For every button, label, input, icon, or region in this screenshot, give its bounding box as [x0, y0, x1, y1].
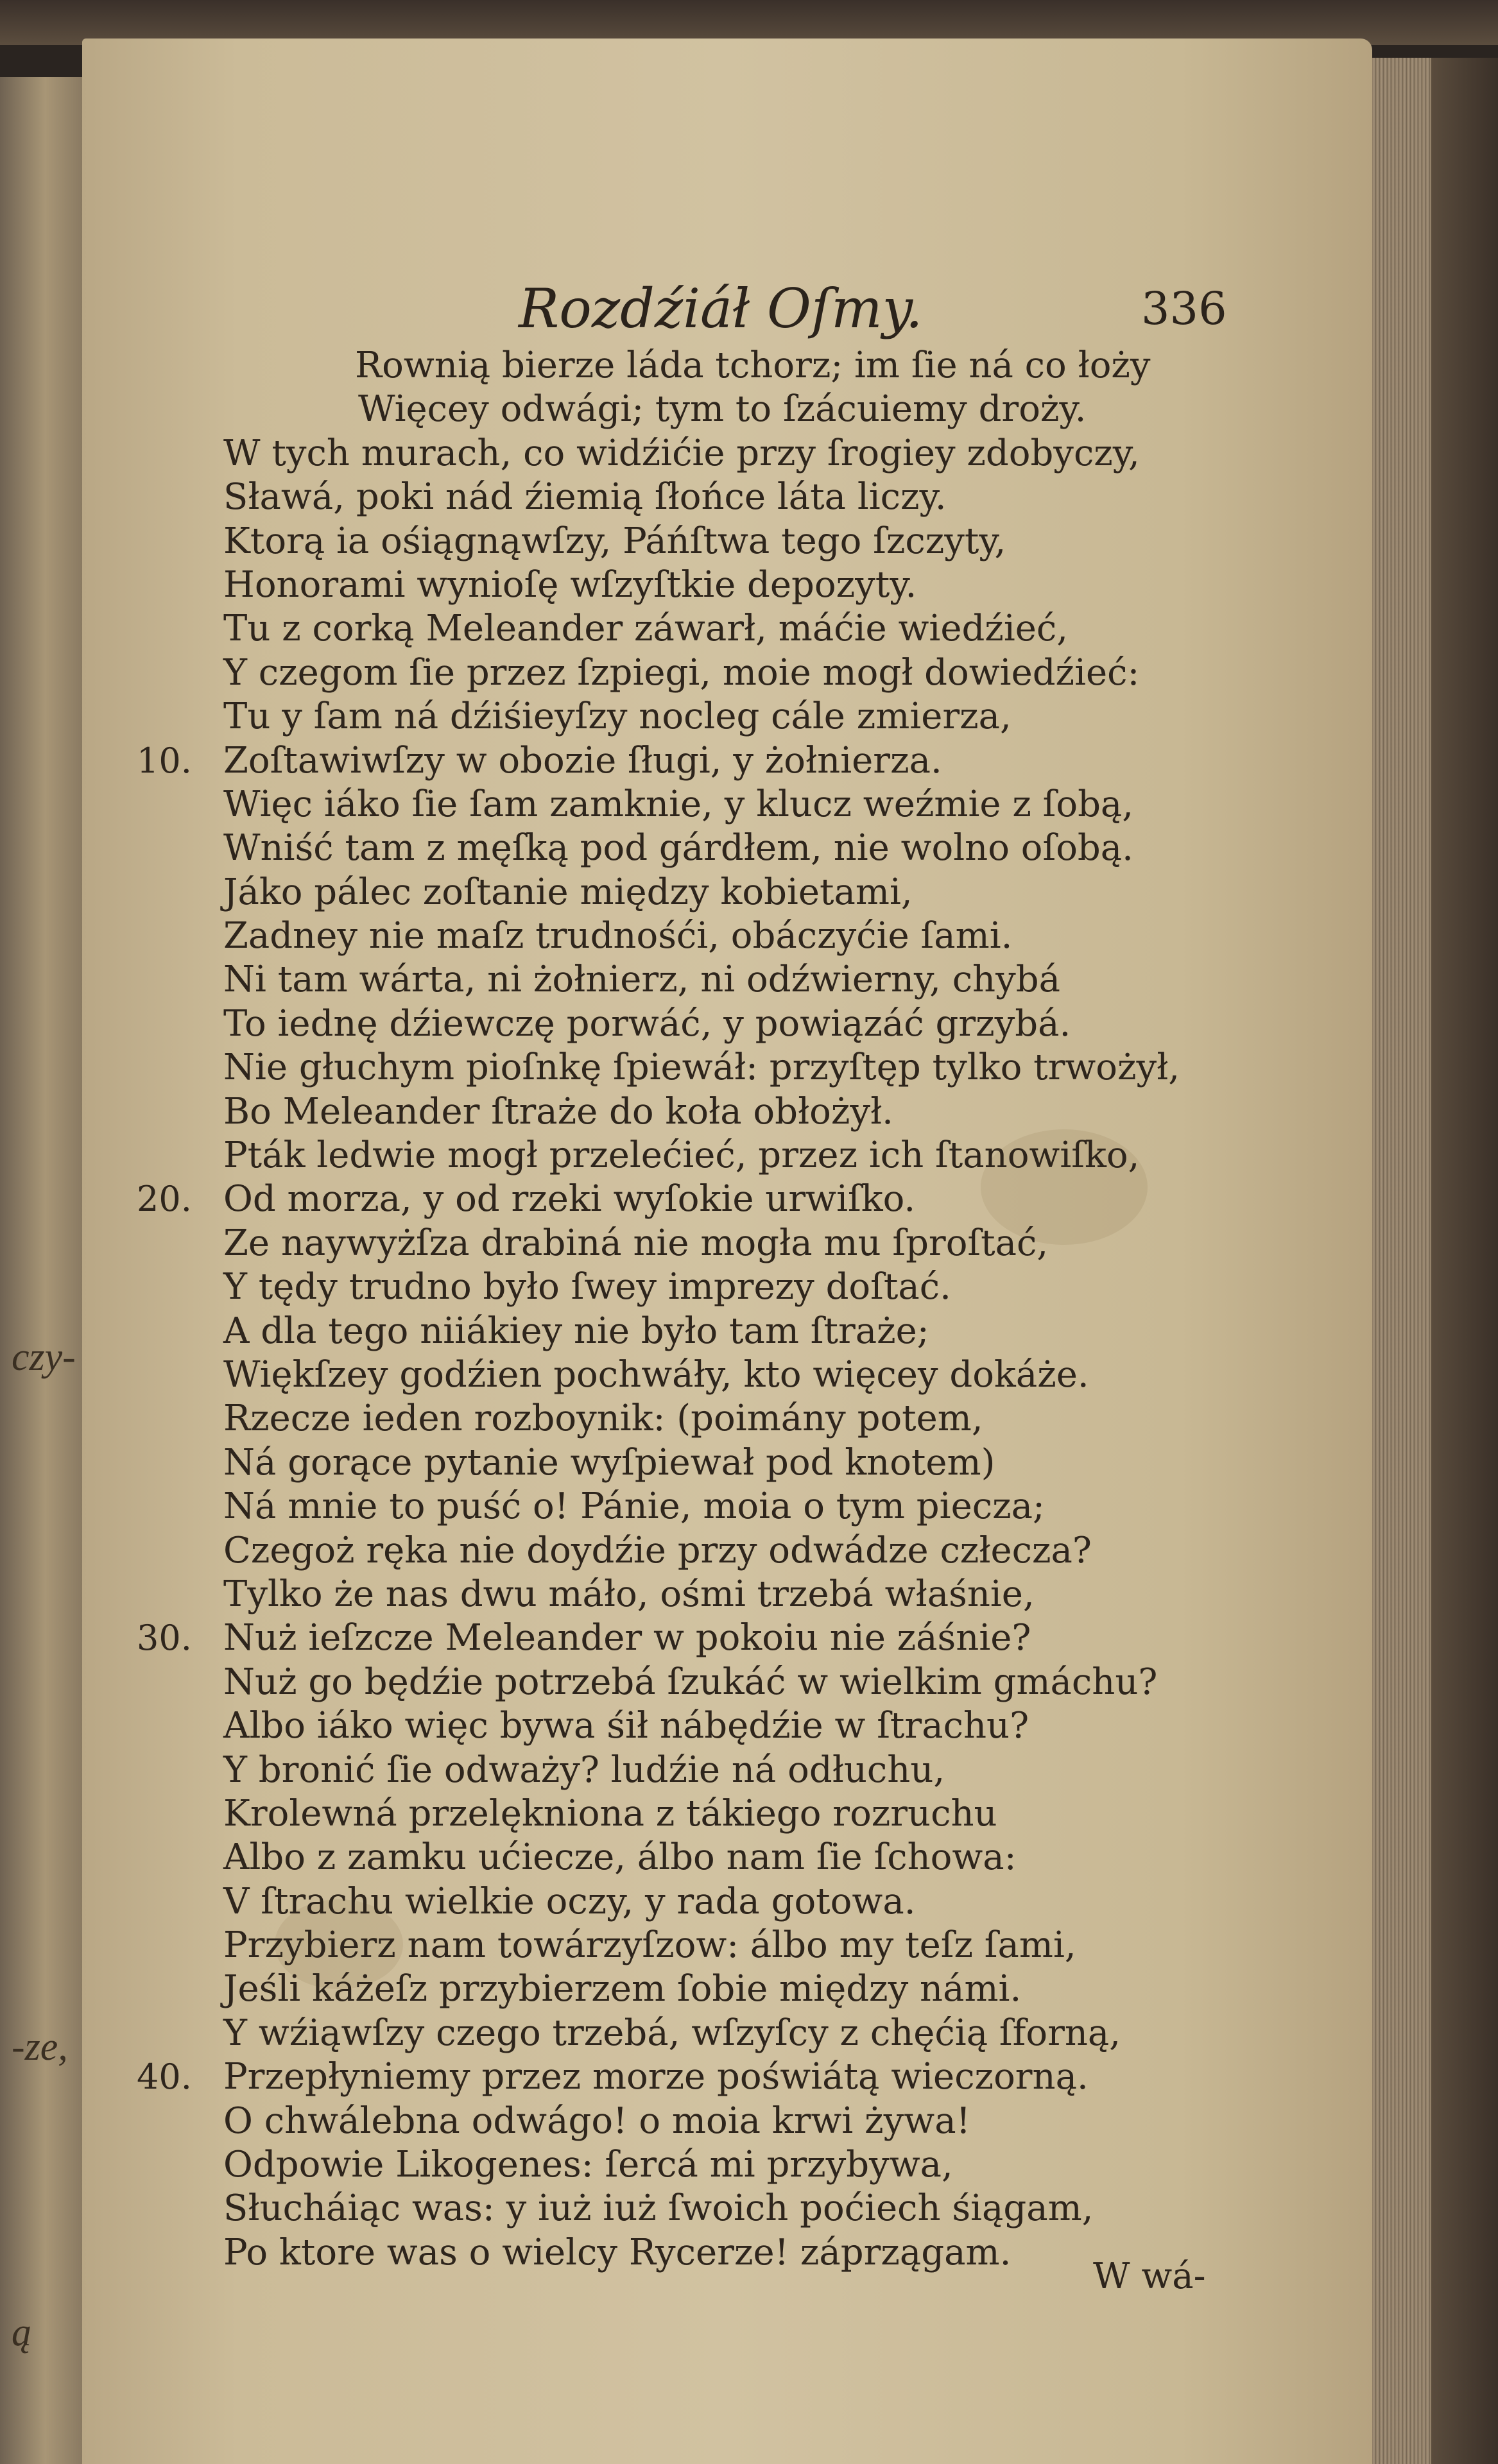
verse-line-text: Słucháiąc was: y iuż iuż ſwoich poćiech śiągam,: [223, 2187, 1094, 2230]
verse-line: [82, 958, 1372, 1002]
verse-line-text: V ſtrachu wielkie oczy, y rada gotowa.: [223, 1880, 916, 1922]
verse-line: [82, 1924, 1372, 1967]
verse-line: [82, 1046, 1372, 1090]
verse-line: [82, 344, 1372, 388]
verse-text: [82, 344, 1372, 2275]
page-number: 336: [1141, 282, 1227, 335]
verse-line-text: Jáko pálec zoſtanie między kobietami,: [223, 871, 913, 913]
verse-line-text: To iednę dźiewczę porwáć, y powiązáć grzybá.: [223, 1002, 1071, 1045]
verse-line-text: Y czegom ſie przez ſzpiegi, moie mogł dowiedźieć:: [223, 651, 1140, 694]
verse-line: [82, 1397, 1372, 1441]
verse-line: [82, 1265, 1372, 1309]
verse-line: [82, 1177, 1372, 1221]
catchword: W wá-: [1093, 2255, 1206, 2297]
verse-line-text: Ktorą ia ośiągnąwſzy, Páńſtwa tego ſzczyty,: [223, 520, 1006, 562]
line-number: 30.: [137, 1618, 192, 1659]
verse-line-text: Y bronić ſie odważy? ludźie ná odłuchu,: [223, 1749, 945, 1791]
verse-line: [82, 826, 1372, 870]
verse-line: [82, 651, 1372, 695]
verse-line: [82, 1529, 1372, 1573]
verse-line: [82, 871, 1372, 914]
verse-line: [82, 1485, 1372, 1528]
verse-line-text: Czegoż ręka nie doydźie przy odwádze człecza?: [223, 1529, 1092, 1571]
verse-line: [82, 1661, 1372, 1704]
line-number: 10.: [137, 740, 192, 781]
page-header: [82, 277, 1372, 348]
verse-line: [82, 520, 1372, 563]
previous-page-fragment: -ze,: [12, 2025, 68, 2069]
verse-line: [82, 1749, 1372, 1792]
verse-line-text: Tu y ſam ná dźiśieyſzy nocleg cále zmierza,: [223, 696, 1012, 738]
verse-line-text: Zadney nie maſz trudnośći, obáczyćie ſami.: [223, 915, 1013, 957]
verse-line: [82, 695, 1372, 739]
verse-line: [82, 1836, 1372, 1879]
verse-line: [82, 2143, 1372, 2187]
verse-line-text: A dla tego niiákiey nie było tam ſtraże;: [223, 1310, 929, 1352]
previous-page-fragment: ą: [12, 2311, 31, 2354]
line-number: 20.: [137, 1179, 192, 1220]
verse-line: [82, 783, 1372, 826]
verse-line-text: Więc iáko ſie ſam zamknie, y klucz weźmie z ſobą,: [223, 783, 1134, 825]
running-title: Rozdźiáł Oſmy.: [519, 277, 923, 340]
verse-line: [82, 388, 1372, 431]
verse-line-text: Po ktore was o wielcy Rycerze! záprzągam.: [223, 2231, 1012, 2273]
verse-line-text: Więkſzey godźien pochwáły, kto więcey dokáże.: [223, 1353, 1089, 1396]
verse-line-text: Albo z zamku ućiecze, álbo nam ſie ſchowa:: [223, 1836, 1017, 1879]
verse-line-text: Przepłyniemy przez morze poświátą wieczorną.: [223, 2056, 1089, 2098]
verse-line: [82, 1353, 1372, 1397]
verse-line: [82, 1792, 1372, 1836]
verse-line-text: Nie głuchym pioſnkę ſpiewáł: przyſtęp tylko trwożył,: [223, 1047, 1180, 1089]
verse-line-text: Albo iáko więc bywa śił nábędźie w ſtrachu?: [223, 1705, 1029, 1747]
verse-line-text: Jeśli káżeſz przybierzem ſobie między námi.: [223, 1968, 1022, 2010]
book-cover-edge: [1431, 58, 1498, 2464]
verse-line-text: Rownią bierze láda tchorz; im ſie ná co łoży: [355, 345, 1151, 386]
verse-line: [82, 914, 1372, 958]
verse-line-text: Przybierz nam towárzyſzow: álbo my teſz ſami,: [223, 1924, 1076, 1967]
verse-line-text: Ná gorące pytanie wyſpiewał pod knotem): [223, 1441, 995, 1484]
verse-line: [82, 1967, 1372, 2011]
verse-line: [82, 1704, 1372, 1748]
verse-line-text: Bo Meleander ſtraże do koła obłożył.: [223, 1090, 893, 1133]
verse-line: [82, 2187, 1372, 2230]
verse-line-text: Y wźiąwſzy czego trzebá, wſzyſcy z chęćią ſforną,: [223, 2012, 1121, 2054]
verse-line: [82, 1573, 1372, 1616]
verse-line-text: Nuż ieſzcze Meleander w pokoiu nie záśnie?: [223, 1617, 1031, 1659]
verse-line-text: Sławá, poki nád źiemią ſłońce láta liczy.: [223, 476, 947, 518]
verse-line: [82, 475, 1372, 519]
line-number: 40.: [137, 2057, 192, 2098]
verse-line-text: Pták ledwie mogł przelećieć, przez ich ſtanowiſko,: [223, 1134, 1140, 1177]
verse-line: [82, 563, 1372, 607]
book-page: [82, 38, 1372, 2464]
verse-line-text: Ná mnie to puść o! Pánie, moia o tym piecza;: [223, 1485, 1045, 1528]
verse-line: [82, 2055, 1372, 2099]
verse-line-text: Więcey odwági; tym to ſzácuiemy droży.: [358, 388, 1087, 431]
verse-line-text: Rzecze ieden rozboynik: (poimány potem,: [223, 1398, 983, 1440]
verse-line: [82, 2100, 1372, 2143]
verse-line-text: Tu z corką Meleander záwarł, máćie wiedźieć,: [223, 608, 1069, 650]
verse-line-text: Tylko że nas dwu máło, ośmi trzebá właśnie,: [223, 1573, 1035, 1615]
verse-line: [82, 739, 1372, 783]
verse-line: [82, 2012, 1372, 2055]
verse-line: [82, 1090, 1372, 1134]
verse-line-text: Zoſtawiwſzy w obozie ſługi, y żołnierza.: [223, 739, 942, 782]
verse-line-text: Odpowie Likogenes: ſercá mi przybywa,: [223, 2144, 953, 2186]
verse-line-text: W tych murach, co widźićie przy ſrogiey zdobyczy,: [223, 432, 1140, 474]
verse-line: [82, 1002, 1372, 1046]
verse-line-text: Od morza, y od rzeki wyſokie urwiſko.: [223, 1178, 916, 1220]
verse-line-text: Krolewná przelękniona z tákiego rozruchu: [223, 1792, 997, 1835]
previous-page-sliver: [0, 77, 82, 2464]
verse-line: [82, 1134, 1372, 1177]
verse-line-text: O chwálebna odwágo! o moia krwi żywa!: [223, 2100, 971, 2142]
verse-line-text: Ze naywyżſza drabiná nie mogła mu ſproſtać,: [223, 1222, 1049, 1264]
verse-line-text: Ni tam wárta, ni żołnierz, ni odźwierny, chybá: [223, 959, 1060, 1001]
verse-line-text: Honorami wynioſę wſzyſtkie depozyty.: [223, 563, 917, 606]
verse-line: [82, 432, 1372, 475]
previous-page-fragment: czy-: [12, 1335, 76, 1379]
verse-line-text: Nuż go będźie potrzebá ſzukáć w wielkim gmáchu?: [223, 1661, 1158, 1703]
verse-line: [82, 607, 1372, 651]
verse-line-text: Wniść tam z męſką pod gárdłem, nie wolno oſobą.: [223, 827, 1133, 869]
verse-line: [82, 1222, 1372, 1265]
verse-line: [82, 1616, 1372, 1660]
verse-line-text: Y tędy trudno było ſwey imprezy doſtać.: [223, 1266, 951, 1308]
verse-line: [82, 1441, 1372, 1485]
verse-line: [82, 1310, 1372, 1353]
verse-line: [82, 1880, 1372, 1924]
